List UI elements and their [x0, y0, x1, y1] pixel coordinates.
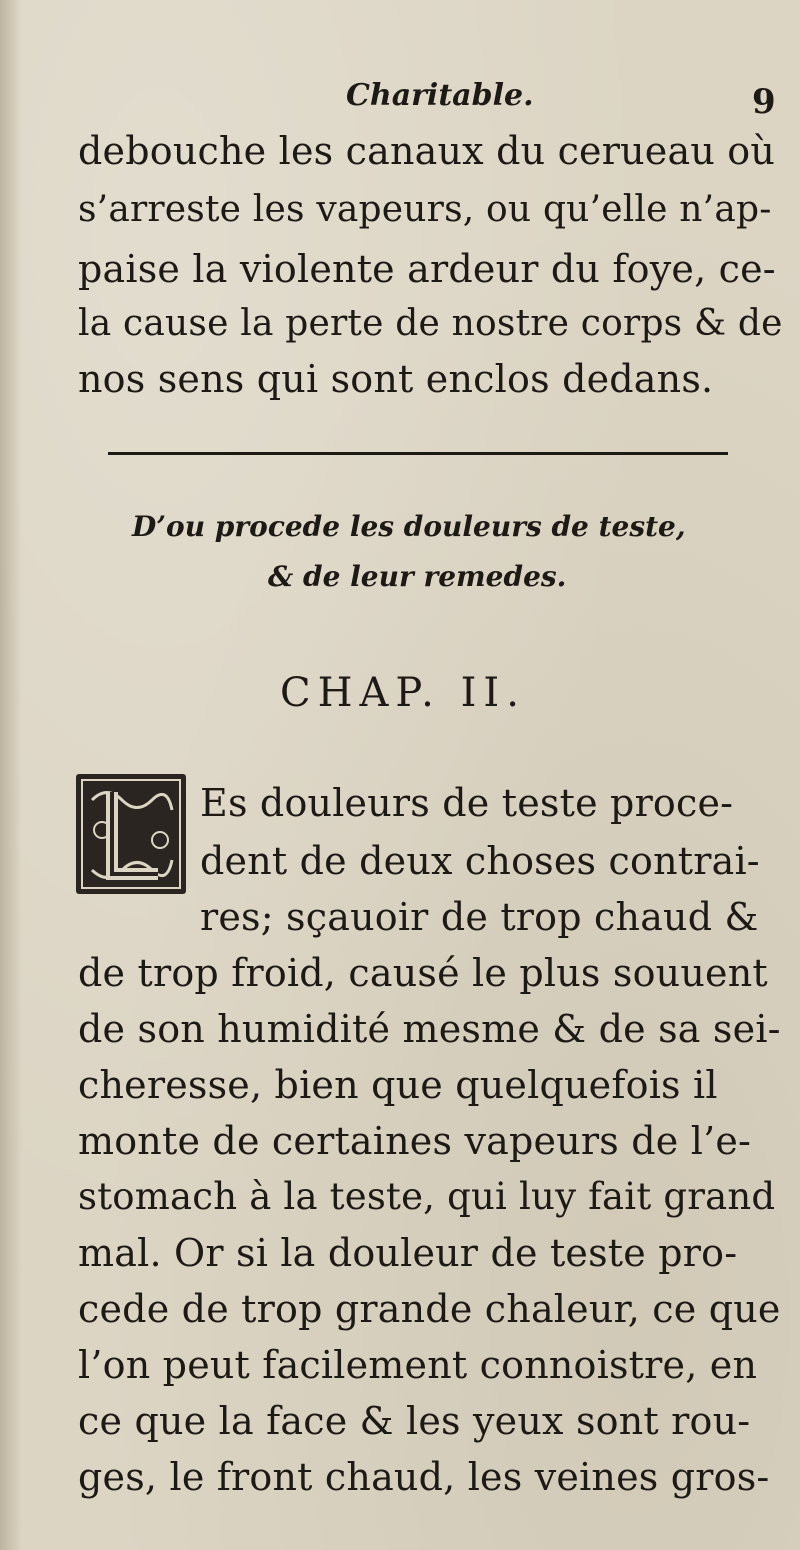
text-line: la cause la perte de nostre corps & de — [78, 303, 783, 344]
text-line: debouche les canaux du cerueau où — [78, 129, 776, 173]
drop-cap-ornament-icon — [72, 770, 190, 898]
text-line: cede de trop grande chaleur, ce que — [78, 1287, 781, 1331]
text-line: mal. Or si la douleur de teste pro- — [78, 1231, 738, 1275]
text-line: ges, le front chaud, les veines gros- — [78, 1455, 770, 1499]
section-heading-line-2: & de leur remedes. — [268, 560, 567, 593]
text-line: paise la violente ardeur du foye, ce- — [78, 247, 776, 291]
section-heading-line-1: D’ou procede les douleurs de teste, — [132, 510, 686, 543]
text-line: dent de deux choses contrai- — [200, 839, 760, 883]
text-line: de son humidité mesme & de sa sei- — [78, 1007, 781, 1051]
text-line: Es douleurs de teste proce- — [200, 781, 734, 825]
page-number: 9 — [752, 82, 776, 122]
text-line: ce que la face & les yeux sont rou- — [78, 1399, 751, 1443]
text-line: s’arreste les vapeurs, ou qu’elle n’ap- — [78, 189, 772, 230]
horizontal-rule — [108, 452, 728, 455]
page-gutter-shadow — [0, 0, 22, 1550]
text-line: stomach à la teste, qui luy fait grand — [78, 1175, 776, 1218]
ornamental-drop-cap — [72, 770, 190, 898]
text-line: nos sens qui sont enclos dedans. — [78, 357, 714, 401]
text-line: de trop froid, causé le plus souuent — [78, 951, 768, 995]
text-line: monte de certaines vapeurs de l’e- — [78, 1119, 752, 1163]
text-line: l’on peut facilement connoistre, en — [78, 1343, 758, 1387]
text-line: cheresse, bien que quelquefois il — [78, 1063, 718, 1107]
running-head: Charitable. — [346, 78, 534, 113]
chapter-label: CHAP. II. — [280, 670, 526, 716]
text-line: res; sçauoir de trop chaud & — [200, 895, 759, 939]
